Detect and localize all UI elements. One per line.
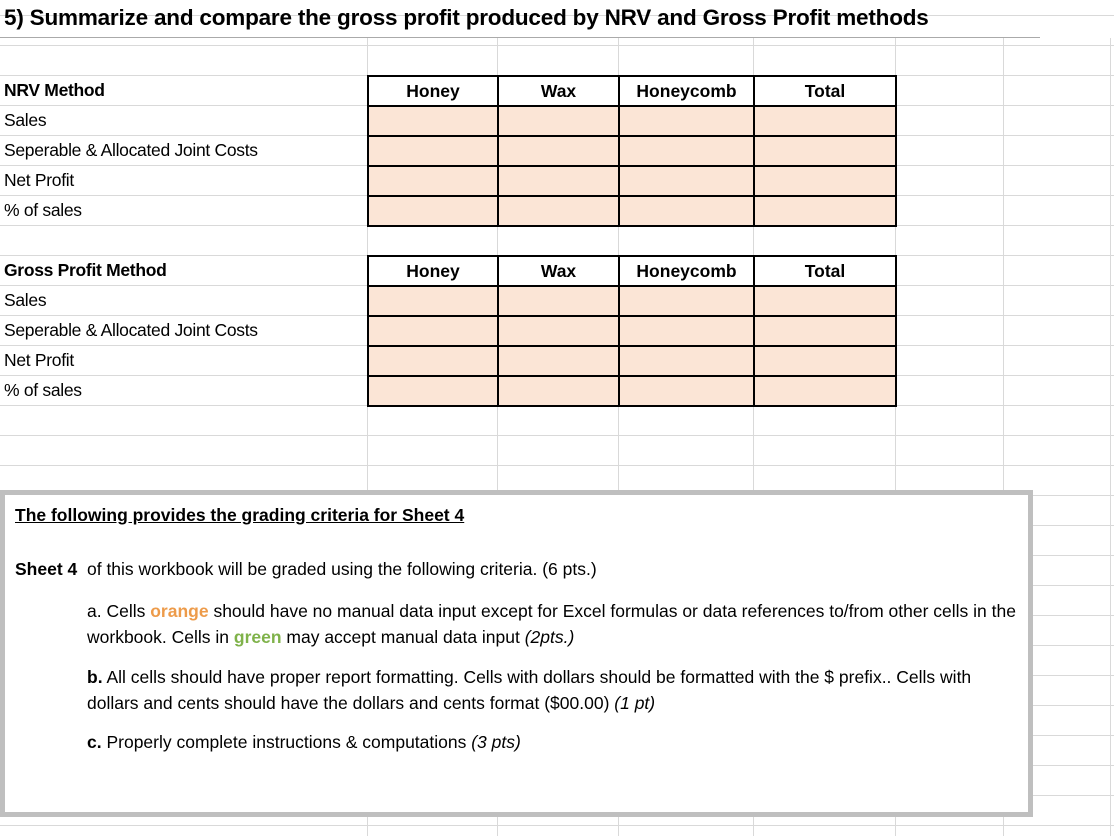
column-header-total: Total [754, 256, 896, 286]
nrv-sales-honey-cell[interactable] [368, 106, 498, 136]
nrv-table [367, 75, 897, 227]
divider [0, 37, 1040, 38]
nrv-costs-honey-cell[interactable] [368, 136, 498, 166]
criterion-b-text: All cells should have proper report formatting. Cells with dollars should be formatted with the $ prefix.. Cells with dollars and cents should have the dollars and cents format ($00.00) [87, 667, 972, 713]
nrv-heading: NRV Method [4, 80, 105, 100]
criterion-b-points: (1 pt) [614, 693, 656, 713]
criteria-intro-sheet: Sheet 4 [15, 559, 78, 579]
nrv-percent-honey-cell[interactable] [368, 196, 498, 226]
criteria-heading: The following provides the grading criteria for Sheet 4 [15, 505, 465, 525]
nrv-profit-honey-cell[interactable] [368, 166, 498, 196]
gross-costs-total-cell[interactable] [754, 316, 896, 346]
nrv-row-label: % of sales [4, 200, 82, 220]
column-header-wax: Wax [498, 76, 619, 106]
column-header-honey: Honey [368, 256, 498, 286]
orange-word: orange [150, 601, 209, 621]
criterion-b-label: b. [87, 667, 103, 687]
nrv-row-label: Net Profit [4, 170, 74, 190]
criterion-a-suffix: may accept manual data input [281, 627, 525, 647]
page-title: 5) Summarize and compare the gross profit produced by NRV and Gross Profit methods [4, 5, 929, 30]
gross-profit-honey-cell[interactable] [368, 346, 498, 376]
gross-profit-honeycomb-cell[interactable] [619, 346, 754, 376]
nrv-percent-wax-cell[interactable] [498, 196, 619, 226]
column-header-total: Total [754, 76, 896, 106]
criterion-b [87, 664, 1017, 716]
nrv-costs-total-cell[interactable] [754, 136, 896, 166]
gross-sales-honeycomb-cell[interactable] [619, 286, 754, 316]
gross-profit-total-cell[interactable] [754, 346, 896, 376]
nrv-costs-honeycomb-cell[interactable] [619, 136, 754, 166]
gross-percent-wax-cell[interactable] [498, 376, 619, 406]
nrv-profit-total-cell[interactable] [754, 166, 896, 196]
gross-heading: Gross Profit Method [4, 260, 167, 280]
gross-percent-total-cell[interactable] [754, 376, 896, 406]
criterion-a-points: (2pts.) [524, 627, 575, 647]
gross-sales-wax-cell[interactable] [498, 286, 619, 316]
criterion-c-points: (3 pts) [471, 732, 521, 752]
gross-sales-total-cell[interactable] [754, 286, 896, 316]
criterion-c-text: Properly complete instructions & computations [101, 732, 472, 752]
gross-percent-honey-cell[interactable] [368, 376, 498, 406]
gross-profit-wax-cell[interactable] [498, 346, 619, 376]
gross-costs-honey-cell[interactable] [368, 316, 498, 346]
gross-costs-honeycomb-cell[interactable] [619, 316, 754, 346]
gross-table [367, 255, 897, 407]
nrv-sales-wax-cell[interactable] [498, 106, 619, 136]
grading-criteria-box[interactable] [0, 490, 1033, 817]
nrv-row-label: Sales [4, 110, 47, 130]
nrv-sales-total-cell[interactable] [754, 106, 896, 136]
nrv-percent-honeycomb-cell[interactable] [619, 196, 754, 226]
nrv-row-label: Seperable & Allocated Joint Costs [4, 140, 258, 160]
criterion-a [87, 598, 1017, 650]
gross-row-label: Net Profit [4, 350, 74, 370]
column-header-honeycomb: Honeycomb [619, 76, 754, 106]
nrv-percent-total-cell[interactable] [754, 196, 896, 226]
gross-row-label: Seperable & Allocated Joint Costs [4, 320, 258, 340]
nrv-profit-honeycomb-cell[interactable] [619, 166, 754, 196]
nrv-sales-honeycomb-cell[interactable] [619, 106, 754, 136]
green-word: green [233, 627, 282, 647]
gross-row-label: % of sales [4, 380, 82, 400]
criteria-intro-text: of this workbook will be graded using the following criteria. (6 pts.) [86, 559, 597, 579]
criterion-a-mid: should have no manual data input except for Excel formulas or data references to/from other cells in the workbook. Cells in [87, 601, 1016, 647]
gridline [1110, 38, 1111, 836]
criterion-a-prefix: a. Cells [87, 601, 151, 621]
gross-percent-honeycomb-cell[interactable] [619, 376, 754, 406]
gross-costs-wax-cell[interactable] [498, 316, 619, 346]
nrv-costs-wax-cell[interactable] [498, 136, 619, 166]
criteria-intro [15, 559, 597, 580]
gross-sales-honey-cell[interactable] [368, 286, 498, 316]
column-header-wax: Wax [498, 256, 619, 286]
nrv-profit-wax-cell[interactable] [498, 166, 619, 196]
criterion-c [87, 729, 1017, 755]
criterion-c-label: c. [87, 732, 102, 752]
gross-row-label: Sales [4, 290, 47, 310]
column-header-honeycomb: Honeycomb [619, 256, 754, 286]
column-header-honey: Honey [368, 76, 498, 106]
